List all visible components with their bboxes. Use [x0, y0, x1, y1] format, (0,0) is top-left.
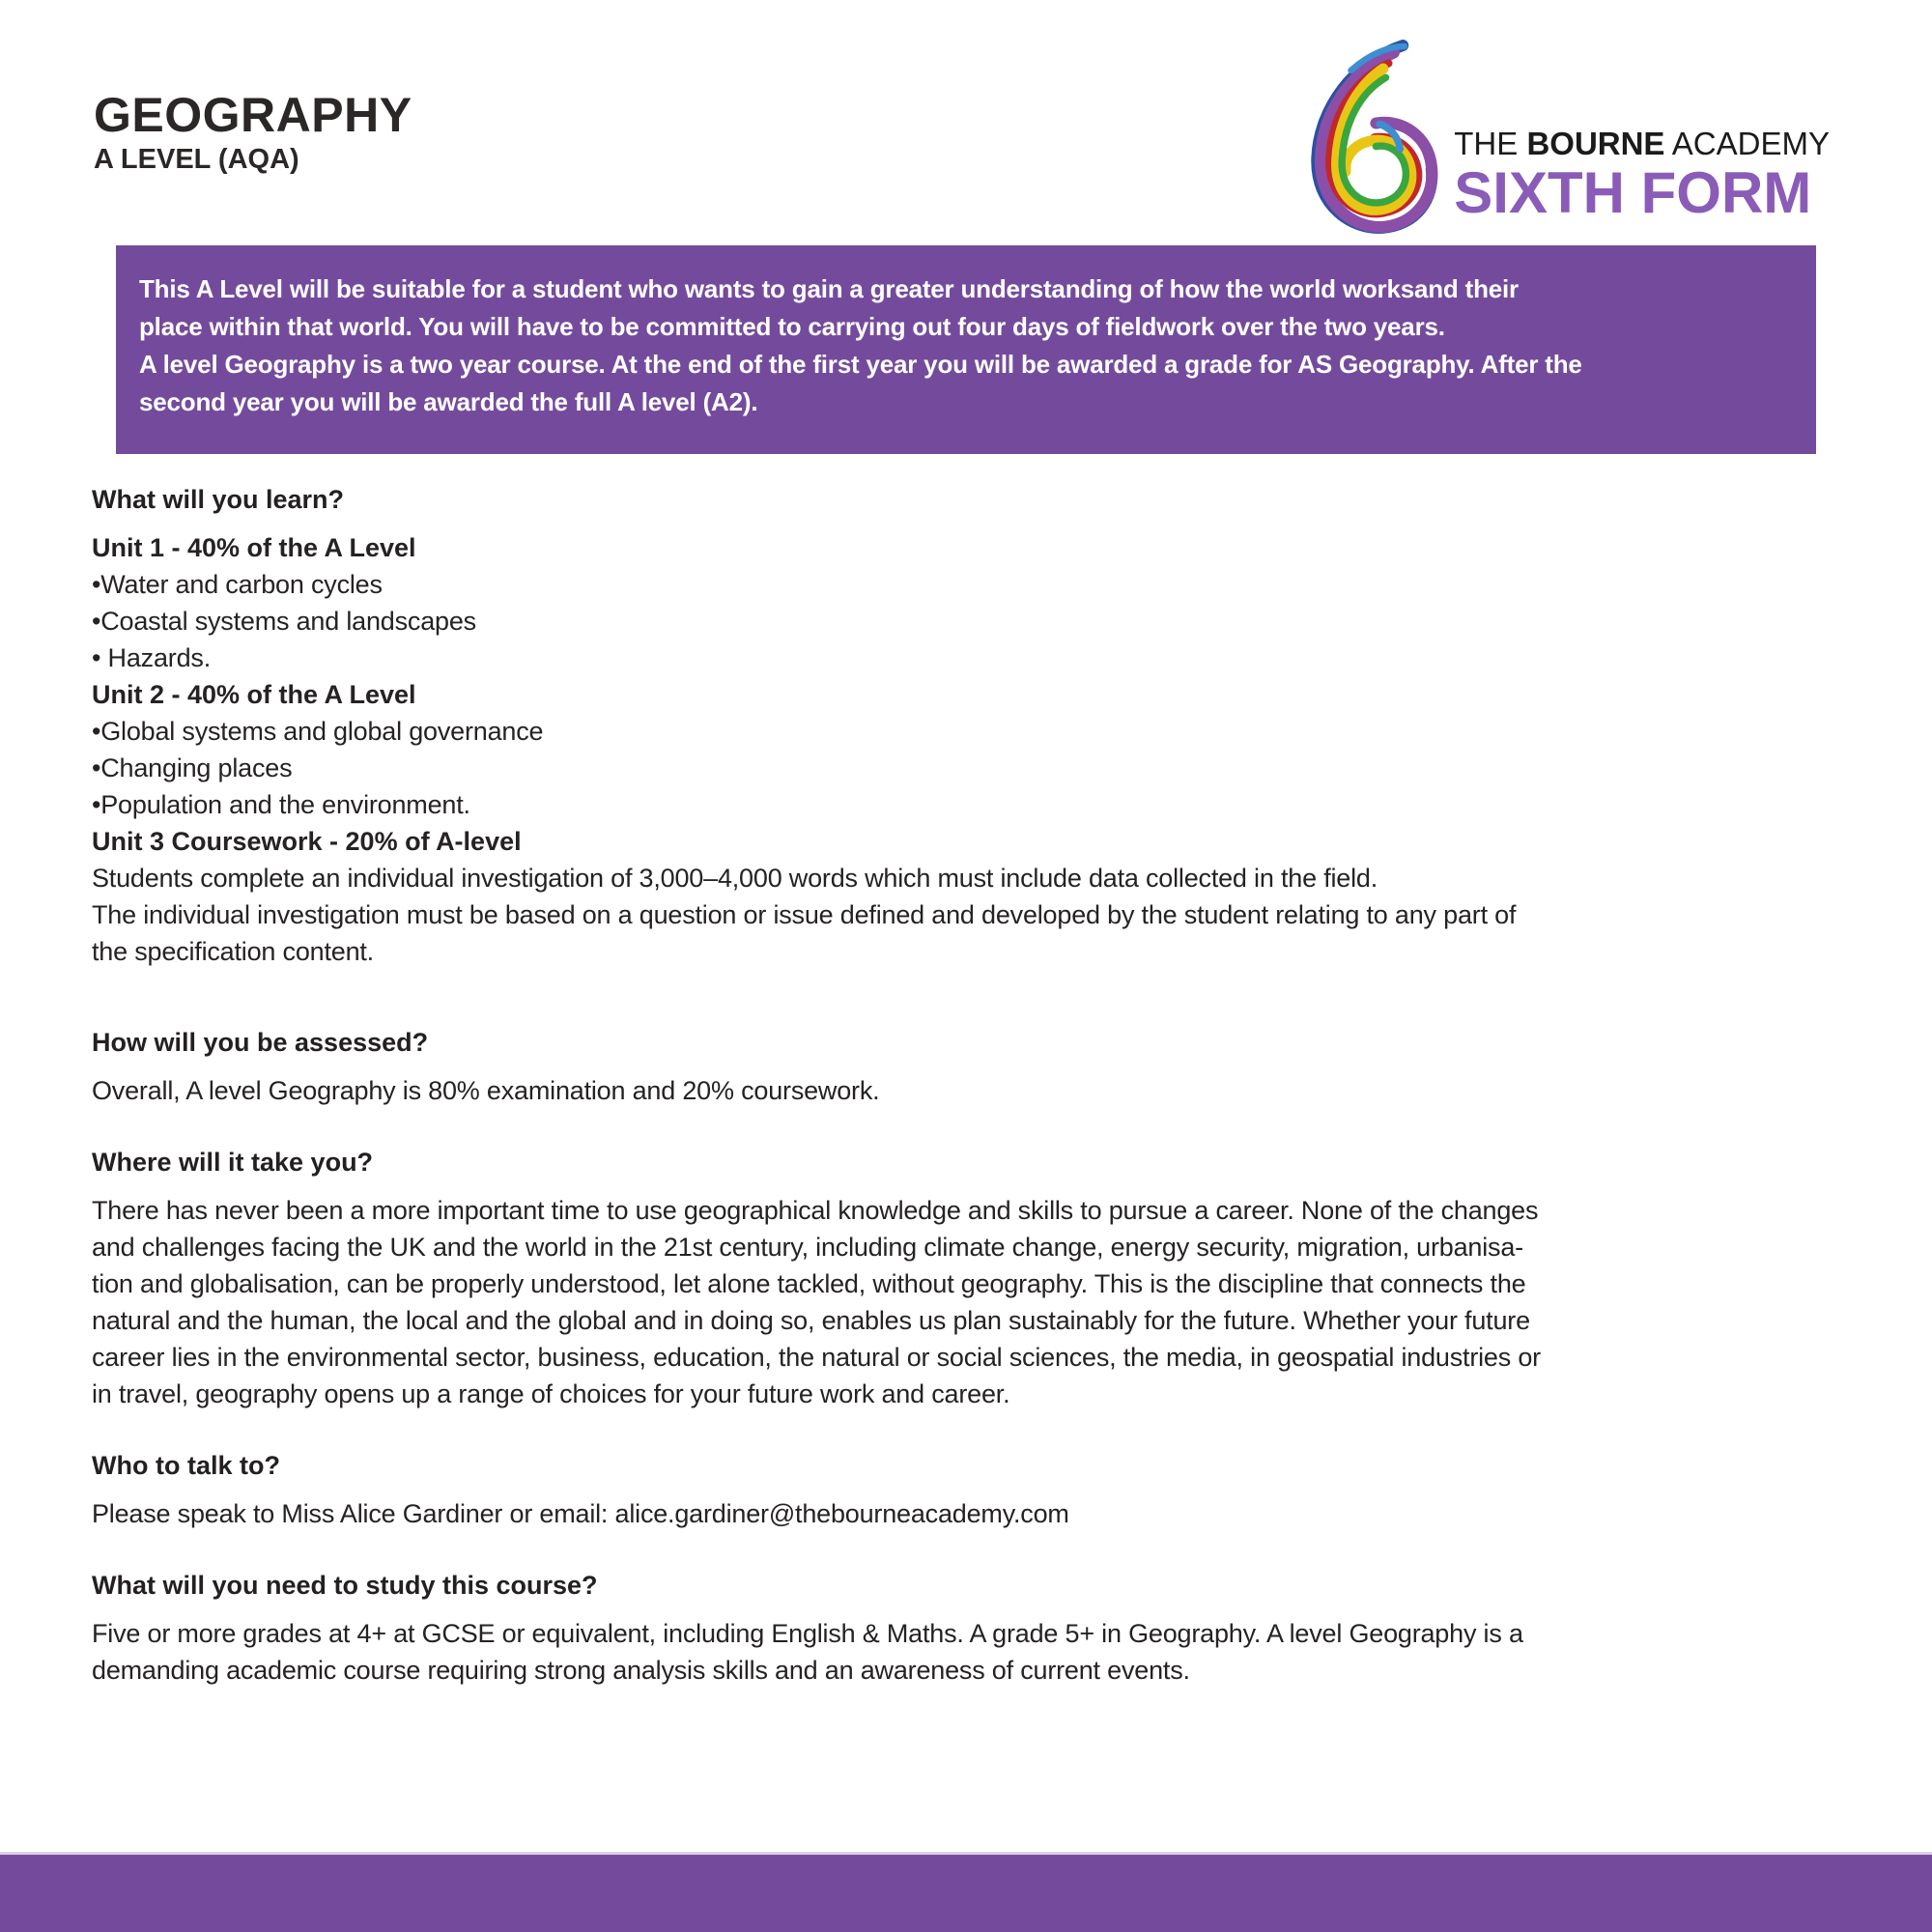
unit3-text-line: The individual investigation must be based on a question or issue defined and developed by the student relating to any part of — [92, 900, 1517, 929]
banner-line: A level Geography is a two year course. At the end of the first year you will be awarded a grade for AS Geography. After the — [139, 350, 1582, 379]
unit1-bullet: •Water and carbon cycles — [92, 570, 383, 599]
page-title: GEOGRAPHY — [94, 88, 412, 142]
logo-text — [1454, 126, 1830, 238]
unit1-title: Unit 1 - 40% of the A Level — [92, 533, 416, 562]
heading-how-assessed: How will you be assessed? — [92, 1028, 429, 1057]
where-text-line: natural and the human, the local and the global and in doing so, enables us plan sustainably for the future. Whether your future — [92, 1306, 1530, 1335]
intro-banner — [116, 245, 1816, 454]
school-logo — [1297, 33, 1830, 238]
where-text-line: career lies in the environmental sector, business, education, the natural or social sciences, the media, in geospatial industries or — [92, 1343, 1541, 1372]
requirements-line: Five or more grades at 4+ at GCSE or equivalent, including English & Maths. A grade 5+ in Geography. A level Geography is a — [92, 1619, 1523, 1648]
page-subtitle: A LEVEL (AQA) — [94, 144, 299, 175]
unit3-text-line: the specification content. — [92, 937, 374, 966]
unit3-text-line: Students complete an individual investigation of 3,000–4,000 words which must include data collected in the field. — [92, 864, 1378, 893]
unit2-bullet: •Changing places — [92, 753, 293, 782]
academy-name — [1454, 126, 1830, 162]
sixth-form-six-icon — [1297, 33, 1440, 238]
sixth-form-label: SIXTH FORM — [1454, 160, 1812, 225]
unit3-title: Unit 3 Coursework - 20% of A-level — [92, 827, 522, 856]
heading-who-to-talk-to: Who to talk to? — [92, 1451, 280, 1480]
unit1-bullet: •Coastal systems and landscapes — [92, 607, 476, 636]
heading-what-will-you-learn: What will you learn? — [92, 485, 345, 514]
main-content — [92, 481, 1840, 1689]
academy-name-academy: ACADEMY — [1664, 126, 1830, 162]
unit1-bullet: • Hazards. — [92, 643, 211, 672]
requirements-line: demanding academic course requiring strong analysis skills and an awareness of current events. — [92, 1656, 1190, 1685]
unit2-bullet: •Population and the environment. — [92, 790, 470, 819]
academy-name-bourne: BOURNE — [1526, 126, 1665, 162]
unit2-title: Unit 2 - 40% of the A Level — [92, 680, 416, 709]
contact-line: Please speak to Miss Alice Gardiner or email: alice.gardiner@thebourneacademy.com — [92, 1499, 1069, 1528]
where-text-line: in travel, geography opens up a range of choices for your future work and career. — [92, 1379, 1010, 1408]
banner-line: This A Level will be suitable for a student who wants to gain a greater understanding of how the world worksand their — [139, 274, 1519, 303]
heading-entry-requirements: What will you need to study this course? — [92, 1571, 598, 1600]
banner-line: second year you will be awarded the full A level (A2). — [139, 387, 758, 416]
where-text-line: There has never been a more important time to use geographical knowledge and skills to pursue a career. None of the changes — [92, 1196, 1539, 1225]
banner-line: place within that world. You will have to be committed to carrying out four days of fieldwork over the two years. — [139, 312, 1445, 341]
academy-name-the: THE — [1454, 126, 1527, 162]
unit2-bullet: •Global systems and global governance — [92, 717, 544, 746]
heading-where-take-you: Where will it take you? — [92, 1148, 374, 1177]
where-text-line: tion and globalisation, can be properly understood, let alone tackled, without geography. This is the discipline that connects the — [92, 1269, 1526, 1298]
footer-bar — [0, 1852, 1932, 1932]
where-text-line: and challenges facing the UK and the world in the 21st century, including climate change, energy security, migration, urbanisa- — [92, 1233, 1523, 1262]
page-header — [0, 0, 1932, 225]
assessed-body: Overall, A level Geography is 80% examination and 20% coursework. — [92, 1076, 880, 1105]
